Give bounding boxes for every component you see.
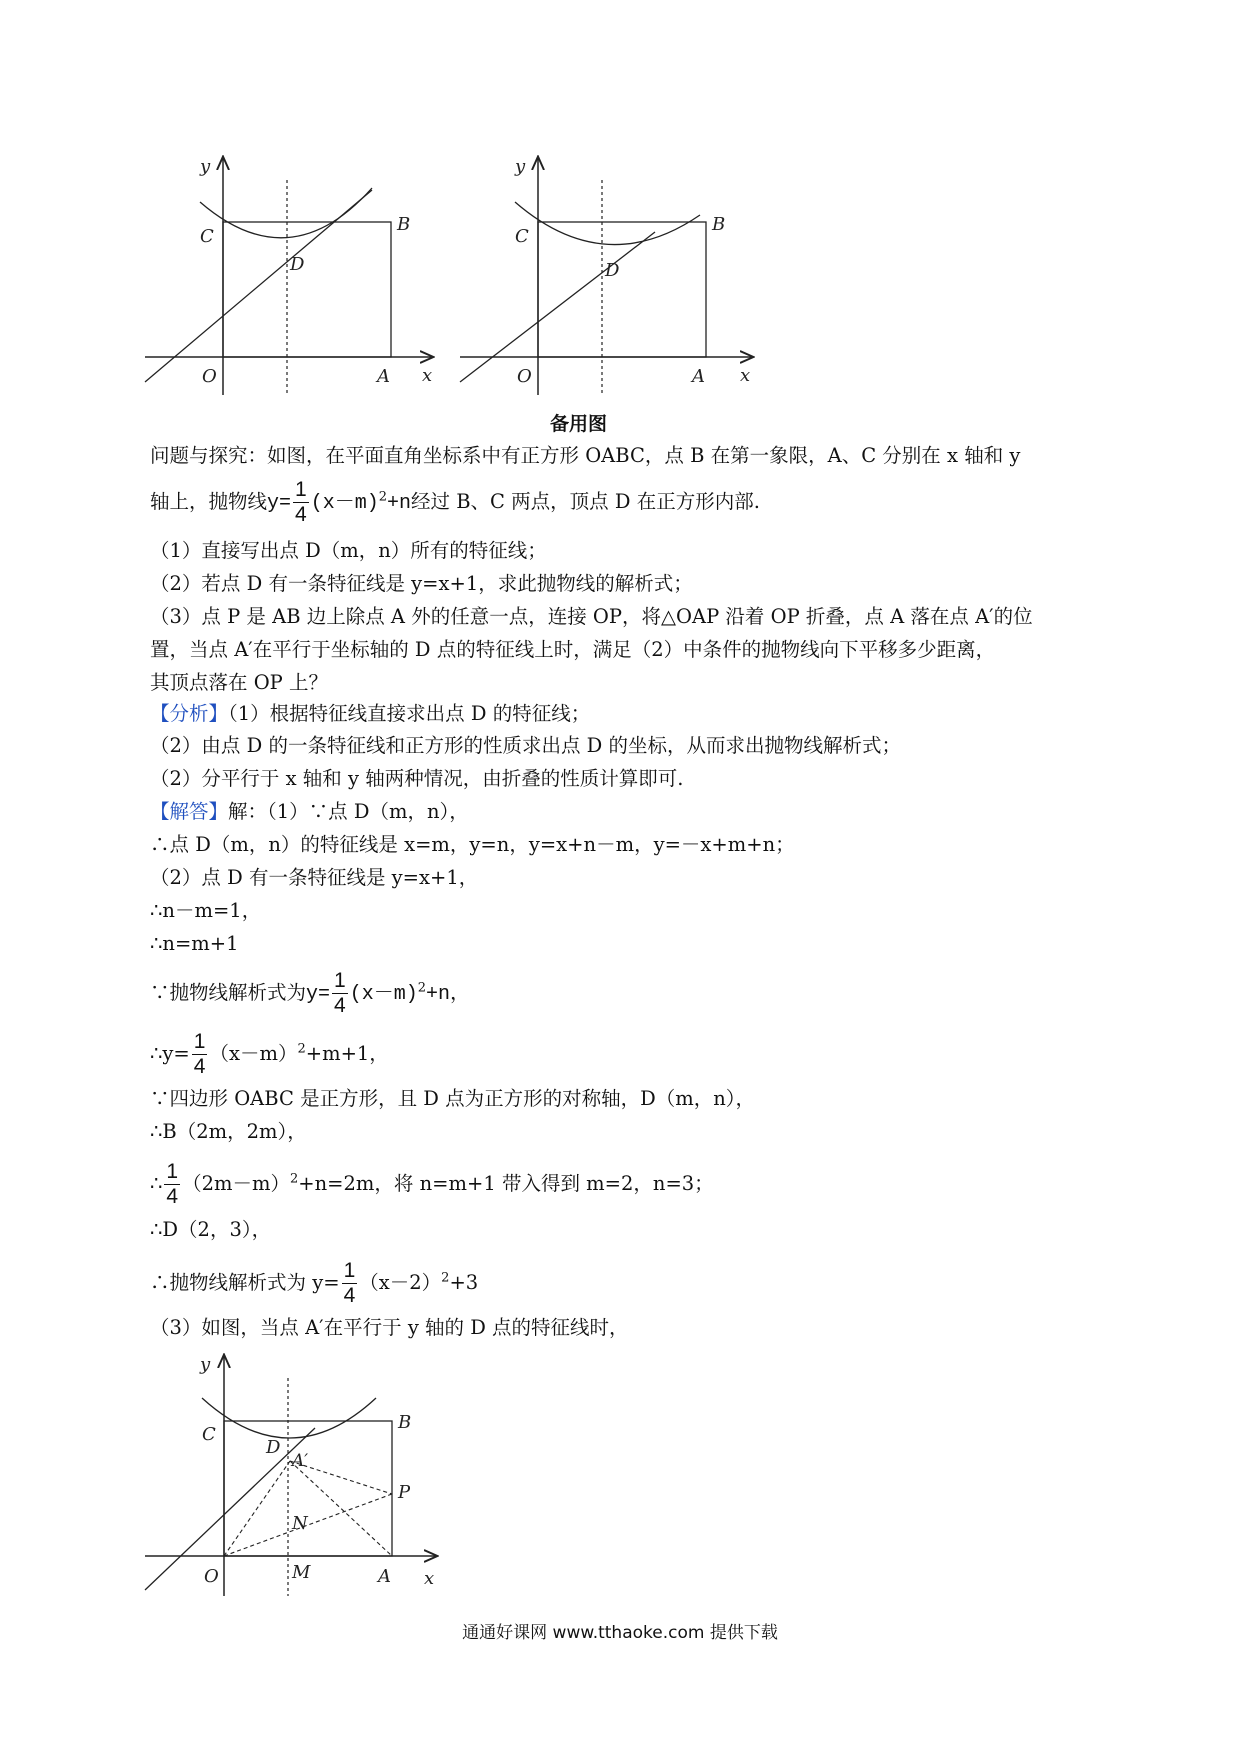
label-a: A	[692, 366, 705, 387]
question-2: （2）若点 D 有一条特征线是 y=x+1，求此抛物线的解析式；	[150, 572, 693, 595]
label-o: O	[517, 366, 532, 387]
label-d: D	[605, 260, 620, 281]
solution-11: ∴D（2，3），	[150, 1218, 272, 1241]
label-a: A	[377, 366, 390, 387]
solution-7: ∴y= $\frac{1}{4}$ $(x-m)^2+m+1$，	[150, 1030, 389, 1078]
label-m: M	[292, 1562, 311, 1583]
solution-6: ∵抛物线解析式为y= $\frac{1}{4}$ $(x-m)^2+n$，	[150, 969, 471, 1017]
fraction: $\frac{1}{4}$	[166, 1160, 179, 1208]
feature-line	[145, 190, 372, 382]
analysis-1: 【分析】（1）根据特征线直接求出点 D 的特征线；	[150, 702, 591, 725]
segment-oa-prime	[224, 1461, 290, 1556]
segment-op	[224, 1494, 392, 1556]
label-x: x	[740, 365, 751, 386]
solution-4: ∴n－m=1，	[150, 899, 262, 922]
label-b: B	[398, 1412, 412, 1433]
footer: 通通好课网 www.tthaoke.com 提供下载	[462, 1623, 778, 1643]
label-b: B	[397, 214, 411, 235]
solution-12: ∴抛物线解析式为 y= $\frac{1}{4}$ $(x-2)^2+3$	[150, 1259, 479, 1307]
solution-13: （3）如图，当点 A′在平行于 y 轴的 D 点的特征线时，	[150, 1316, 629, 1339]
analysis-2: （2）由点 D 的一条特征线和正方形的性质求出点 D 的坐标，从而求出抛物线解析式；	[150, 734, 901, 757]
label-a-prime: A′	[292, 1451, 309, 1471]
square-oabc	[224, 1421, 392, 1556]
figure-backup-caption: 备用图	[550, 413, 608, 435]
label-y: y	[200, 156, 211, 177]
solution-1: 【解答】解：（1）∵点 D（m，n），	[150, 800, 469, 823]
label-y: y	[515, 156, 526, 177]
segment-a-prime-a	[290, 1461, 392, 1556]
parabola	[202, 1398, 376, 1438]
label-c: C	[202, 1424, 216, 1445]
solution-2: ∴点 D（m，n）的特征线是 x=m，y=n，y=x+n－m，y=－x+m+n；	[150, 833, 795, 856]
figure-backup	[455, 150, 775, 395]
fraction: $\frac{1}{4}$	[295, 478, 307, 526]
label-x: x	[422, 365, 433, 386]
label-x: x	[424, 1568, 435, 1589]
label-a: A	[378, 1566, 391, 1587]
feature-line	[145, 1428, 315, 1590]
problem-line-2: 轴上，抛物线y= $\frac{1}{4}$ $(x-m)^2+n$经过 B、C 两点，顶点 D 在正方形内部.	[150, 478, 760, 526]
square-oabc	[538, 222, 706, 357]
analysis-tag: 【分析】	[150, 702, 229, 725]
question-3-line-2: 置，当点 A′在平行于坐标轴的 D 点的特征线上时，满足（2）中条件的抛物线向下平移多少距离，	[150, 638, 996, 661]
label-d: D	[266, 1437, 281, 1458]
figure-main	[140, 150, 450, 395]
fraction: $\frac{1}{4}$	[343, 1259, 356, 1307]
figure-fold	[140, 1348, 450, 1596]
label-n: N	[292, 1513, 308, 1534]
fraction: $\frac{1}{4}$	[193, 1030, 206, 1078]
label-c: C	[515, 226, 529, 247]
solution-3: （2）点 D 有一条特征线是 y=x+1，	[150, 866, 479, 889]
solution-5: ∴n=m+1	[150, 932, 239, 955]
parabola	[200, 188, 372, 238]
label-o: O	[202, 366, 217, 387]
solution-tag: 【解答】	[150, 800, 229, 823]
label-d: D	[290, 254, 305, 275]
fraction: $\frac{1}{4}$	[334, 969, 346, 1017]
square-oabc	[223, 222, 391, 357]
label-o: O	[204, 1566, 219, 1587]
label-c: C	[200, 226, 214, 247]
parabola	[515, 202, 700, 245]
label-y: y	[200, 1354, 211, 1375]
question-3-line-1: （3）点 P 是 AB 边上除点 A 外的任意一点，连接 OP，将△OAP 沿着 OP 折叠，点 A 落在点 A′的位	[150, 605, 1033, 628]
solution-9: ∴B（2m，2m），	[150, 1120, 307, 1143]
solution-8: ∵四边形 OABC 是正方形，且 D 点为正方形的对称轴，D（m，n），	[150, 1087, 756, 1110]
label-b: B	[712, 214, 726, 235]
question-3-line-3: 其顶点落在 OP 上？	[150, 671, 329, 694]
question-1: （1）直接写出点 D（m，n）所有的特征线；	[150, 539, 547, 562]
feature-line	[460, 232, 655, 382]
analysis-3: （2）分平行于 x 轴和 y 轴两种情况，由折叠的性质计算即可.	[150, 767, 684, 790]
solution-10: ∴ $\frac{1}{4}$ $(2m-m)^2+n=2m$，将 n=m+1 带入得到 m=2，n=3；	[150, 1160, 714, 1208]
problem-line-1: 问题与探究：如图，在平面直角坐标系中有正方形 OABC，点 B 在第一象限，A、C 分别在 x 轴和 y	[150, 444, 1021, 467]
label-p: P	[398, 1482, 411, 1503]
